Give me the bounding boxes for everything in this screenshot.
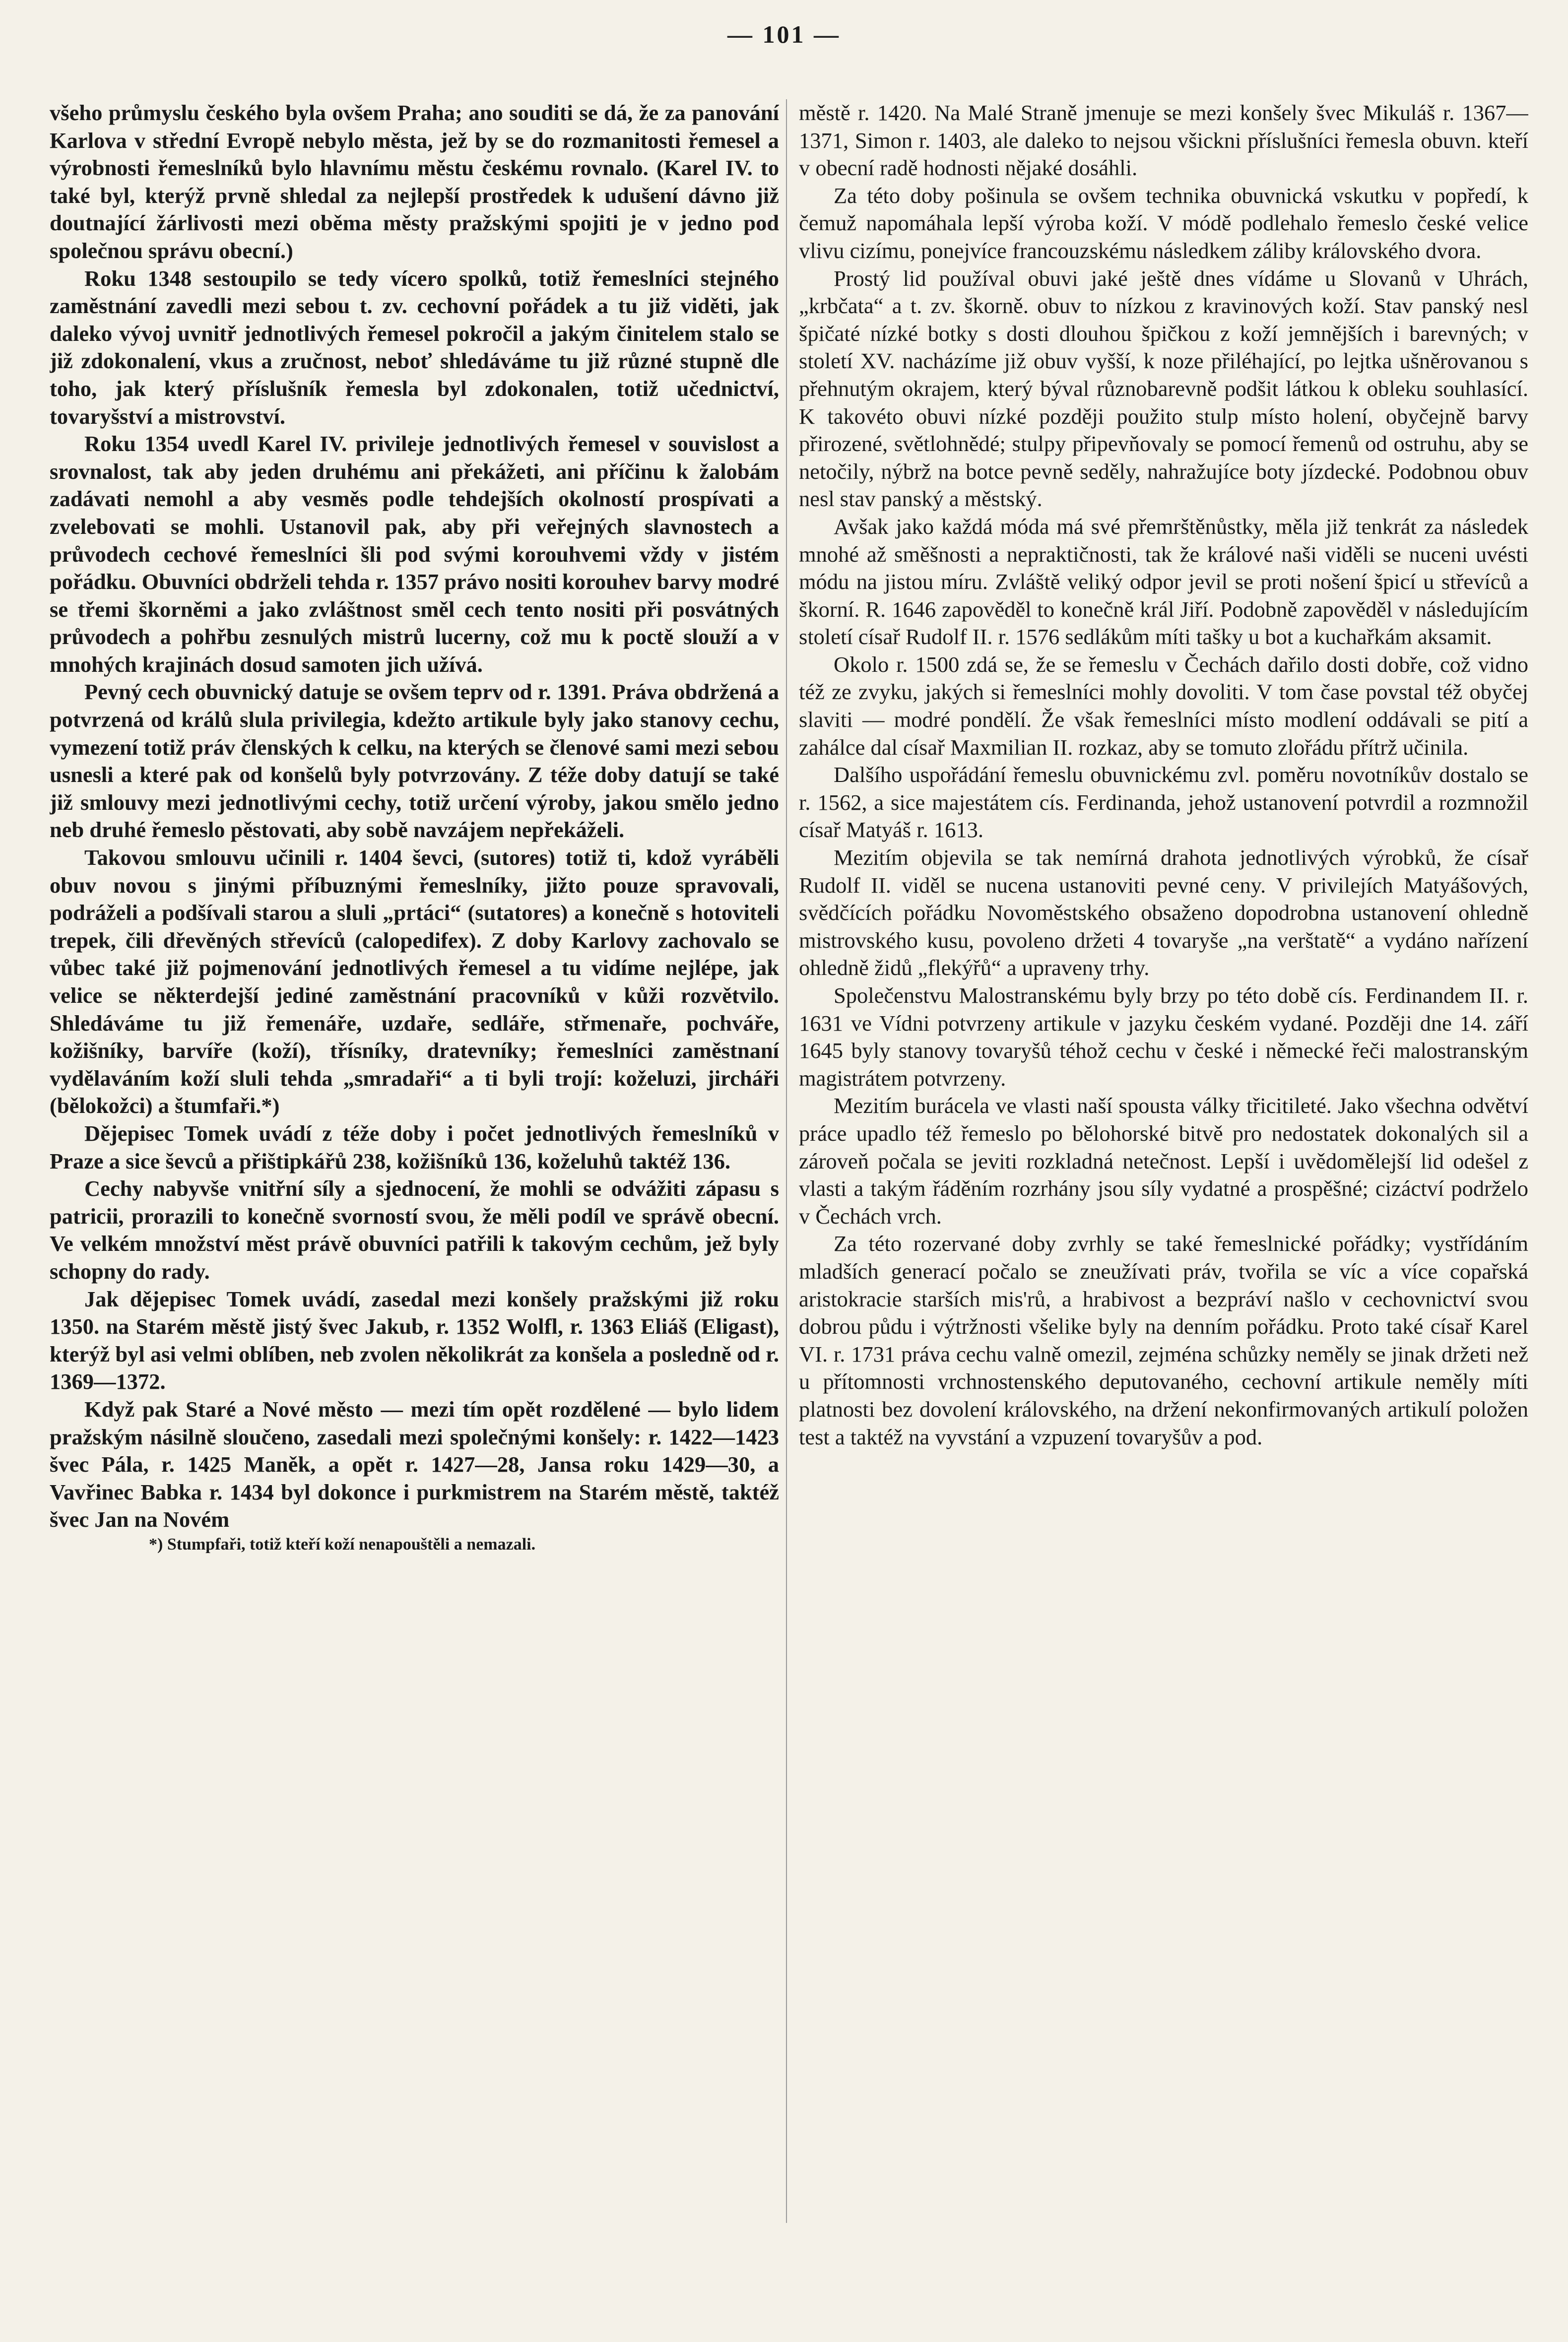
- paragraph: Prostý lid používal obuvi jaké ještě dnes vídáme u Slovanů v Uhrách, „krbčata“ a t. zv. škorně. obuv to nízkou z kravinových koží. Stav panský nesl špičaté nízké botky s dosti dlouhou špičkou z koží jemnějších i barevných; v století XV. nacházíme již obuv vyšší, k noze přiléhající, po lejtka ušněrovanou s přehnutým okrajem, který býval různobarevně podšit látkou k obleku souhlasící. K takovéto obuvi nízké později použito stulp místo holení, obyčejně barvy přirozené, světlohnědé; stulpy připevňovaly se pomocí řemenů od ostruhu, aby se netočily, nýbrž na botce pevně seděly, nahražujíce boty jízdecké. Podobnou obuv nesl stav panský a městský.: [799, 265, 1528, 512]
- page-number: — 101 —: [727, 20, 841, 48]
- paragraph: Mezitím objevila se tak nemírná drahota jednotlivých výrobků, že císař Rudolf II. viděl se nucena ustanoviti pevné ceny. V privilejích Matyášových, svědčících pořádku Novoměstského obsaženo dopodrobna ustanovení ohledně mistrovského kusu, povoleno držeti 4 tovaryše „na verštatě“ a vydáno nařízení ohledně židů „flekýřů“ a upraveny trhy.: [799, 845, 1528, 980]
- paragraph: Avšak jako každá móda má své přemrštěnůstky, měla již tenkrát za následek mnohé až směšnosti a nepraktičnosti, tak že králové naši viděli se nuceni uvésti módu na jistou míru. Zvláště veliký odpor jevil se proti nošení špicí u střevíců a škorní. R. 1646 zapověděl to konečně král Jiří. Podobně zapověděl v následujícím století císař Rudolf II. r. 1576 sedlákům míti tašky u bot a kuchařkám aksamit.: [799, 514, 1528, 650]
- paragraph: Když pak Staré a Nové město — mezi tím opět rozdělené — bylo lidem pražským násilně sloučeno, zasedali mezi společnými konšely: r. 1422—1423 švec Pála, r. 1425 Maněk, a opět r. 1427—28, Jansa roku 1429—30, a Vavřinec Babka r. 1434 byl dokonce i purkmistrem na Starém městě, taktéž švec Jan na Novém: [50, 1396, 779, 1532]
- paragraph: Jak dějepisec Tomek uvádí, zasedal mezi konšely pražskými již roku 1350. na Starém městě jistý švec Jakub, r. 1352 Wolfl, r. 1363 Eliáš (Eligast), kterýž byl asi velmi oblíben, neb zvolen několikrát za konšela a posledně od r. 1369—1372.: [50, 1286, 779, 1394]
- paragraph: Za této doby pošinula se ovšem technika obuvnická vskutku v popředí, k čemuž napomáhala lepší výroba koží. V módě podlehalo řemeslo české velice vlivu cizímu, ponejvíce francouzskému následkem záliby královského dvora.: [799, 183, 1528, 263]
- paragraph: Dalšího uspořádání řemeslu obuvnickému zvl. poměru novotníkův dostalo se r. 1562, a sice majestátem cís. Ferdinanda, jehož ustanovení potvrdil a rozmnožil císař Matyáš r. 1613.: [799, 762, 1528, 843]
- paragraph: Takovou smlouvu učinili r. 1404 ševci, (sutores) totiž ti, kdož vyráběli obuv novou s jinými příbuznými řemeslníky, jižto pouze spravovali, podráželi a podšívali starou a sluli „prtáci“ (sutatores) a konečně s hotoviteli trepek, čili dřevěných střevíců (calopedifex). Z doby Karlovy zachovalo se vůbec také již pojmenování jednotlivých řemesel a tu vidíme nejlépe, jak velice se některdejší jediné zaměstnání pracovníků v kůži rozvětvilo. Shledáváme tu již řemenáře, uzdaře, sedláře, střmenaře, pochváře, kožišníky, barvíře (koží), třísníky, dratevníky; řemeslníci zaměstnaní vydělaváním koží sluli tehda „smradaři“ a ti byli trojí: koželuzi, jircháři (bělokožci) a štumfaři.*): [50, 845, 779, 1118]
- paragraph: Okolo r. 1500 zdá se, že se řemeslu v Čechách dařilo dosti dobře, což vidno též ze zvyku, jakých si řemeslníci mohly dovoliti. V tom čase povstal též obyčej slaviti — modré pondělí. Že však řemeslníci místo modlení oddávali se pití a zahálce dal císař Maxmilian II. rozkaz, aby se tomuto zlořádu přítrž učinila.: [799, 651, 1528, 760]
- paragraph: Pevný cech obuvnický datuje se ovšem teprv od r. 1391. Práva obdržená a potvrzená od králů slula privilegia, kdežto artikule byly jako stanovy cechu, vymezení totiž práv členských k celku, na kterých se členové sami mezi sebou usnesli a které pak od konšelů byly potvrzovány. Z téže doby datují se také již smlouvy mezi jednotlivými cechy, totiž určení výroby, jakou smělo jedno neb druhé řemeslo pěstovati, aby sobě navzájem nepřekáželi.: [50, 679, 779, 843]
- column-divider: [786, 99, 787, 2223]
- right-column: [799, 99, 1528, 2273]
- paragraph: Za této rozervané doby zvrhly se také řemeslnické pořádky; vystřídáním mladších generací počalo se zneužívati práv, tvořila se víc a více copařská aristokracie starších mis'rů, a hrabivost a bezpráví našlo v cechovnictví svou dobrou půdu i výtržnosti všelike byly na denním pořádku. Proto také císař Karel VI. r. 1731 práva cechu valně omezil, zejména schůzky neměly se jinak držeti než u přítomnosti vrchnostenského deputovaného, cechovní artikule neměly míti platnosti bez dovolení královského, na držení nekonfirmovaných artikulí položen test a taktéž na vyvstání a vzpuzení tovaryšův a pod.: [799, 1231, 1528, 1449]
- footnote: *) Stumpfaři, totiž kteří koží nenapouštěli a nemazali.: [149, 1535, 536, 1554]
- paragraph: Společenstvu Malostranskému byly brzy po této době cís. Ferdinandem II. r. 1631 ve Vídni potvrzeny artikule v jazyku českém vydané. Později dne 14. září 1645 byly stanovy tovaryšů téhož cechu v české i německé řeči malostranským magistrátem potvrzeny.: [799, 983, 1528, 1091]
- paragraph: městě r. 1420. Na Malé Straně jmenuje se mezi konšely švec Mikuláš r. 1367—1371, Simon r. 1403, ale daleko to nejsou všickni příslušníci řemesla obuvn. kteří v obecní radě hodnosti nějaké dosáhli.: [799, 100, 1528, 181]
- paragraph: Roku 1354 uvedl Karel IV. privileje jednotlivých řemesel v souvislost a srovnalost, tak aby jeden druhému ani překážeti, ani příčinu k žalobám zadávati nemohl a aby vesměs podle tehdejších okolností prospívati a zvelebovati se mohli. Ustanovil pak, aby při veřejných slavnostech a průvodech cechové řemeslníci šli pod svými korouhvemi vždy v jistém pořádku. Obuvníci obdrželi tehda r. 1357 právo nositi korouhev barvy modré se třemi škorněmi a jako zvláštnost směl cech tento nositi při posvátných průvodech a pohřbu zesnulých mistrů lucerny, což mu k poctě slouží a v mnohých krajinách dosud samoten jich užívá.: [50, 431, 779, 677]
- paragraph: Cechy nabyvše vnitřní síly a sjednocení, že mohli se odvážiti zápasu s patricii, prorazili to konečně svorností svou, že měli podíl ve správě obecní. Ve velkém množství měst právě obuvníci patřili k takovým cechům, jež byly schopny do rady.: [50, 1176, 779, 1284]
- paragraph: všeho průmyslu českého byla ovšem Praha; ano souditi se dá, že za panování Karlova v střední Evropě nebylo města, jež by se do rozmanitosti řemesel a výrobnosti řemeslníků bylo hlavnímu městu českému rovnalo. (Karel IV. to také byl, kterýž prvně shledal za nejlepší prostředek k udušení dávno již doutnající žárlivosti mezi oběma městy pražskými spojiti je v jedno pod společnou správu obecní.): [50, 100, 779, 263]
- paragraph: Roku 1348 sestoupilo se tedy vícero spolků, totiž řemeslníci stejného zaměstnání zavedli mezi sebou t. zv. cechovní pořádek a tu již viděti, jak daleko vývoj uvnitř jednotlivých řemesel pokročil a jakým činitelem stalo se již zdokonalení, vkus a zručnost, neboť shledáváme tu již různé stupně dle toho, jak který příslušník řemesla byl zdokonalen, totiž učednictví, tovaryšství a mistrovství.: [50, 265, 779, 429]
- paragraph: Mezitím burácela ve vlasti naší spousta války třicitileté. Jako všechna odvětví práce upadlo též řemeslo po bělohorské bitvě pro nedostatek dokonalých sil a zároveň počala se jeviti rozkladná netečnost. Lepší i uvědomělejší lid odešel z vlasti a takým řáděním rozrhány jsou síly vydatné a prospěšné; cizáctví podrželo v Čechách vrch.: [799, 1093, 1528, 1229]
- left-column: [50, 99, 779, 2273]
- paragraph: Dějepisec Tomek uvádí z téže doby i počet jednotlivých řemeslníků v Praze a sice ševců a přištipkářů 238, kožišníků 136, koželuhů taktéž 136.: [50, 1120, 779, 1173]
